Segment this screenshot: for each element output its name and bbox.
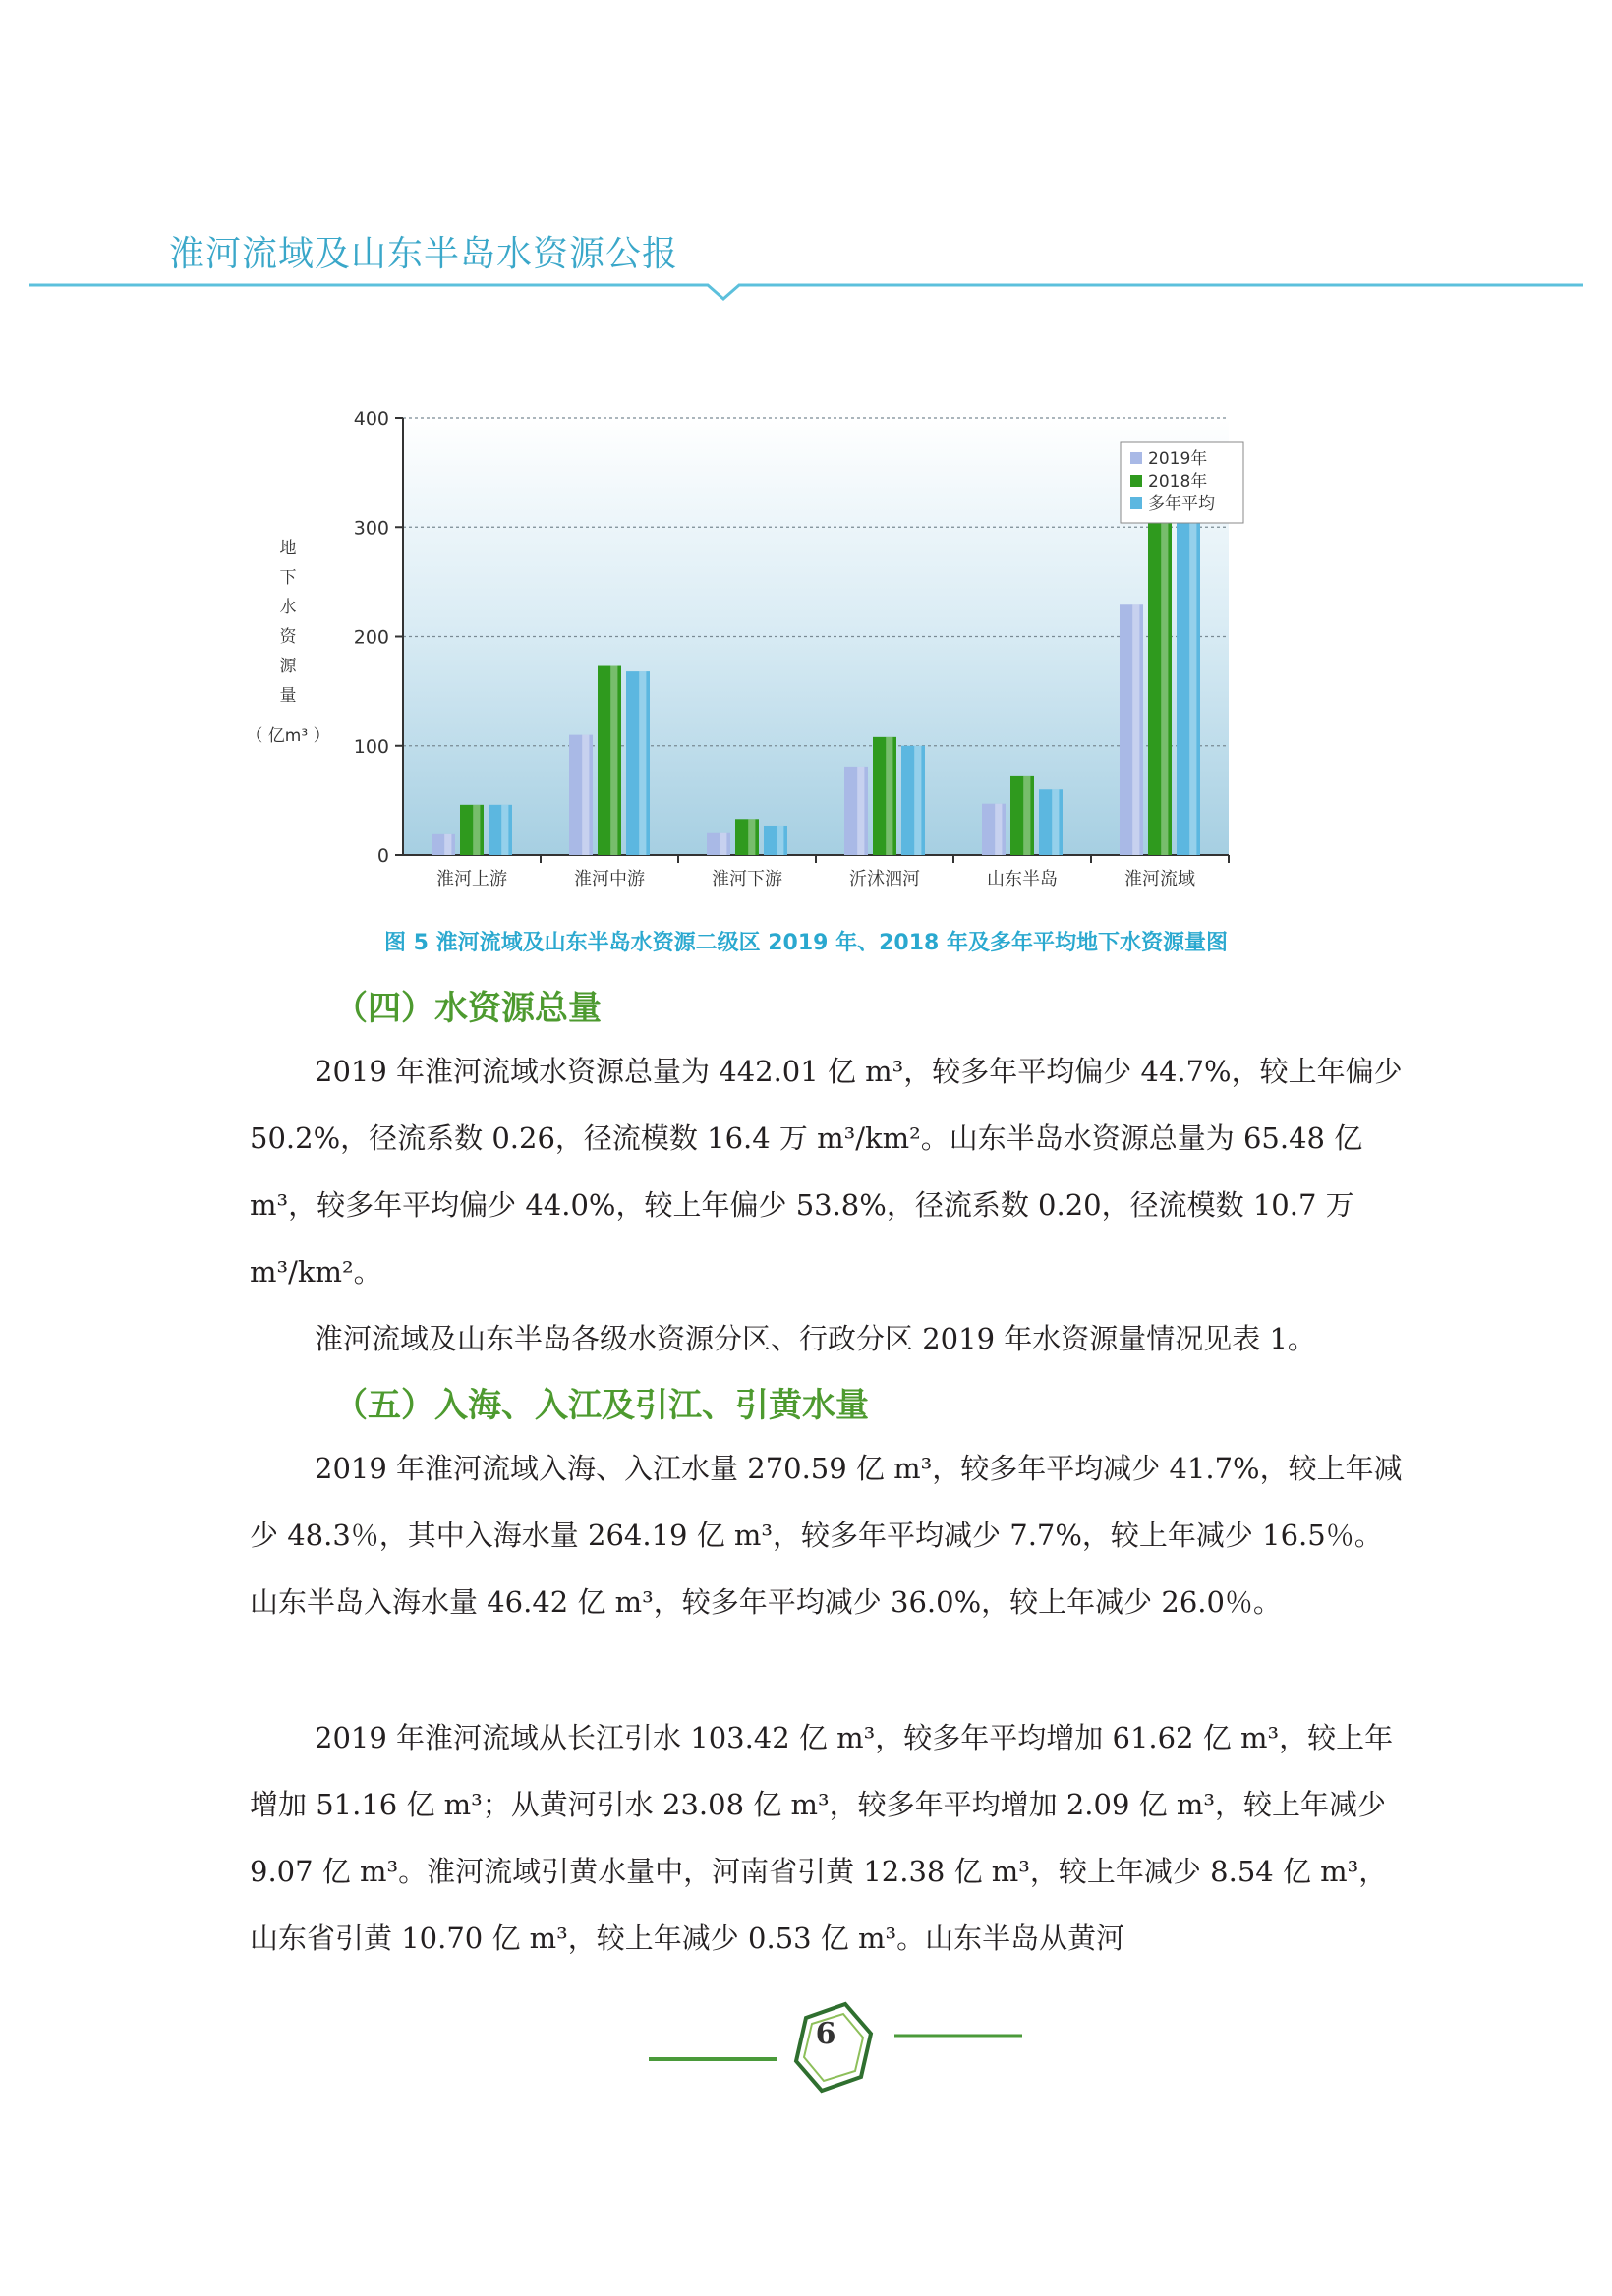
bar-highlight [1132, 604, 1139, 855]
category-label: 淮河上游 [436, 869, 507, 890]
y-tick-label: 200 [353, 626, 389, 649]
section-heading-sea-river: （五）入海、入江及引江、引黄水量 [334, 1386, 869, 1425]
bar-highlight [886, 737, 892, 855]
paragraph-total-water: 2019 年淮河流域水资源总量为 442.01 亿 m³，较多年平均偏少 44.7%，较上年偏少 50.2%，径流系数 0.26，径流模数 16.4 万 m³/km²。山东半岛水资源总量为 65.48 亿 m³，较多年平均偏少 44.0%，较上年偏少 53.8%，径流系数 0.20，径流模数 10.7 万 m³/km²。 [250, 1055, 1403, 1289]
legend-label: 多年平均 [1148, 494, 1215, 514]
paragraph-sea-river-inflow: 2019 年淮河流域入海、入江水量 270.59 亿 m³，较多年平均减少 41.7%，较上年减少 48.3％，其中入海水量 264.19 亿 m³，较多年平均减少 7.7%，较上年减少 16.5％。山东半岛入海水量 46.42 亿 m³，较多年平均减少 36.0%，较上年减少 26.0％。 [250, 1452, 1403, 1619]
legend-swatch [1130, 475, 1142, 487]
bar-highlight [857, 767, 864, 855]
bar-highlight [914, 746, 921, 855]
y-tick-label: 100 [353, 735, 389, 758]
category-label: 沂沭泗河 [849, 869, 920, 890]
bar-highlight [995, 804, 1002, 855]
bar-highlight [720, 833, 726, 855]
chart-svg [236, 393, 1317, 904]
groundwater-bar-chart [236, 393, 1317, 904]
bar-highlight [639, 671, 646, 855]
y-tick-label: 400 [353, 408, 389, 430]
y-axis-label-char: 水 [279, 598, 297, 617]
paragraph-table-reference: 淮河流域及山东半岛各级水资源分区、行政分区 2019 年水资源量情况见表 1。 [315, 1322, 1316, 1355]
bar-highlight [748, 819, 755, 855]
y-tick-label: 0 [376, 845, 389, 867]
bar-highlight [1189, 487, 1196, 855]
y-axis-label-char: 源 [279, 657, 297, 676]
category-label: 山东半岛 [987, 869, 1058, 890]
figure-caption: 图 5 淮河流域及山东半岛水资源二级区 2019 年、2018 年及多年平均地下水资源量图 [383, 931, 1229, 955]
bar-highlight [582, 735, 589, 855]
bar-highlight [777, 826, 783, 855]
legend-label: 2019年 [1148, 449, 1208, 469]
y-tick-label: 300 [353, 517, 389, 540]
y-axis-label-char: 下 [279, 568, 297, 588]
legend-label: 2018年 [1148, 472, 1208, 491]
bar-highlight [610, 666, 617, 855]
bar-highlight [501, 805, 508, 855]
category-label: 淮河流域 [1124, 869, 1195, 890]
y-axis-label-char: 资 [279, 627, 297, 647]
page-number: 6 [815, 2017, 836, 2051]
legend-swatch [1130, 497, 1142, 509]
header-rule [29, 263, 1583, 303]
y-axis-label-char: 量 [279, 686, 297, 706]
page-header-title: 淮河流域及山东半岛水资源公报 [169, 234, 679, 274]
bar-highlight [1023, 776, 1030, 855]
bar-highlight [473, 805, 480, 855]
bar-highlight [444, 834, 451, 855]
category-label: 淮河下游 [712, 869, 782, 890]
section-heading-total-water: （四）水资源总量 [334, 989, 602, 1028]
category-label: 淮河中游 [574, 869, 645, 890]
bar-highlight [1052, 789, 1059, 855]
y-axis-unit: （ 亿m³ ） [246, 726, 330, 746]
paragraph-diversion: 2019 年淮河流域从长江引水 103.42 亿 m³，较多年平均增加 61.62 亿 m³，较上年增加 51.16 亿 m³；从黄河引水 23.08 亿 m³，较多年平均增加 2.09 亿 m³，较上年减少 9.07 亿 m³。淮河流域引黄水量中，河南省引黄 12.38 亿 m³，较上年减少 8.54 亿 m³，山东省引黄 10.70 亿 m³，较上年减少 0.53 亿 m³。山东半岛从黄河 [250, 1721, 1394, 1955]
legend-swatch [1130, 452, 1142, 464]
y-axis-label-char: 地 [279, 539, 297, 558]
